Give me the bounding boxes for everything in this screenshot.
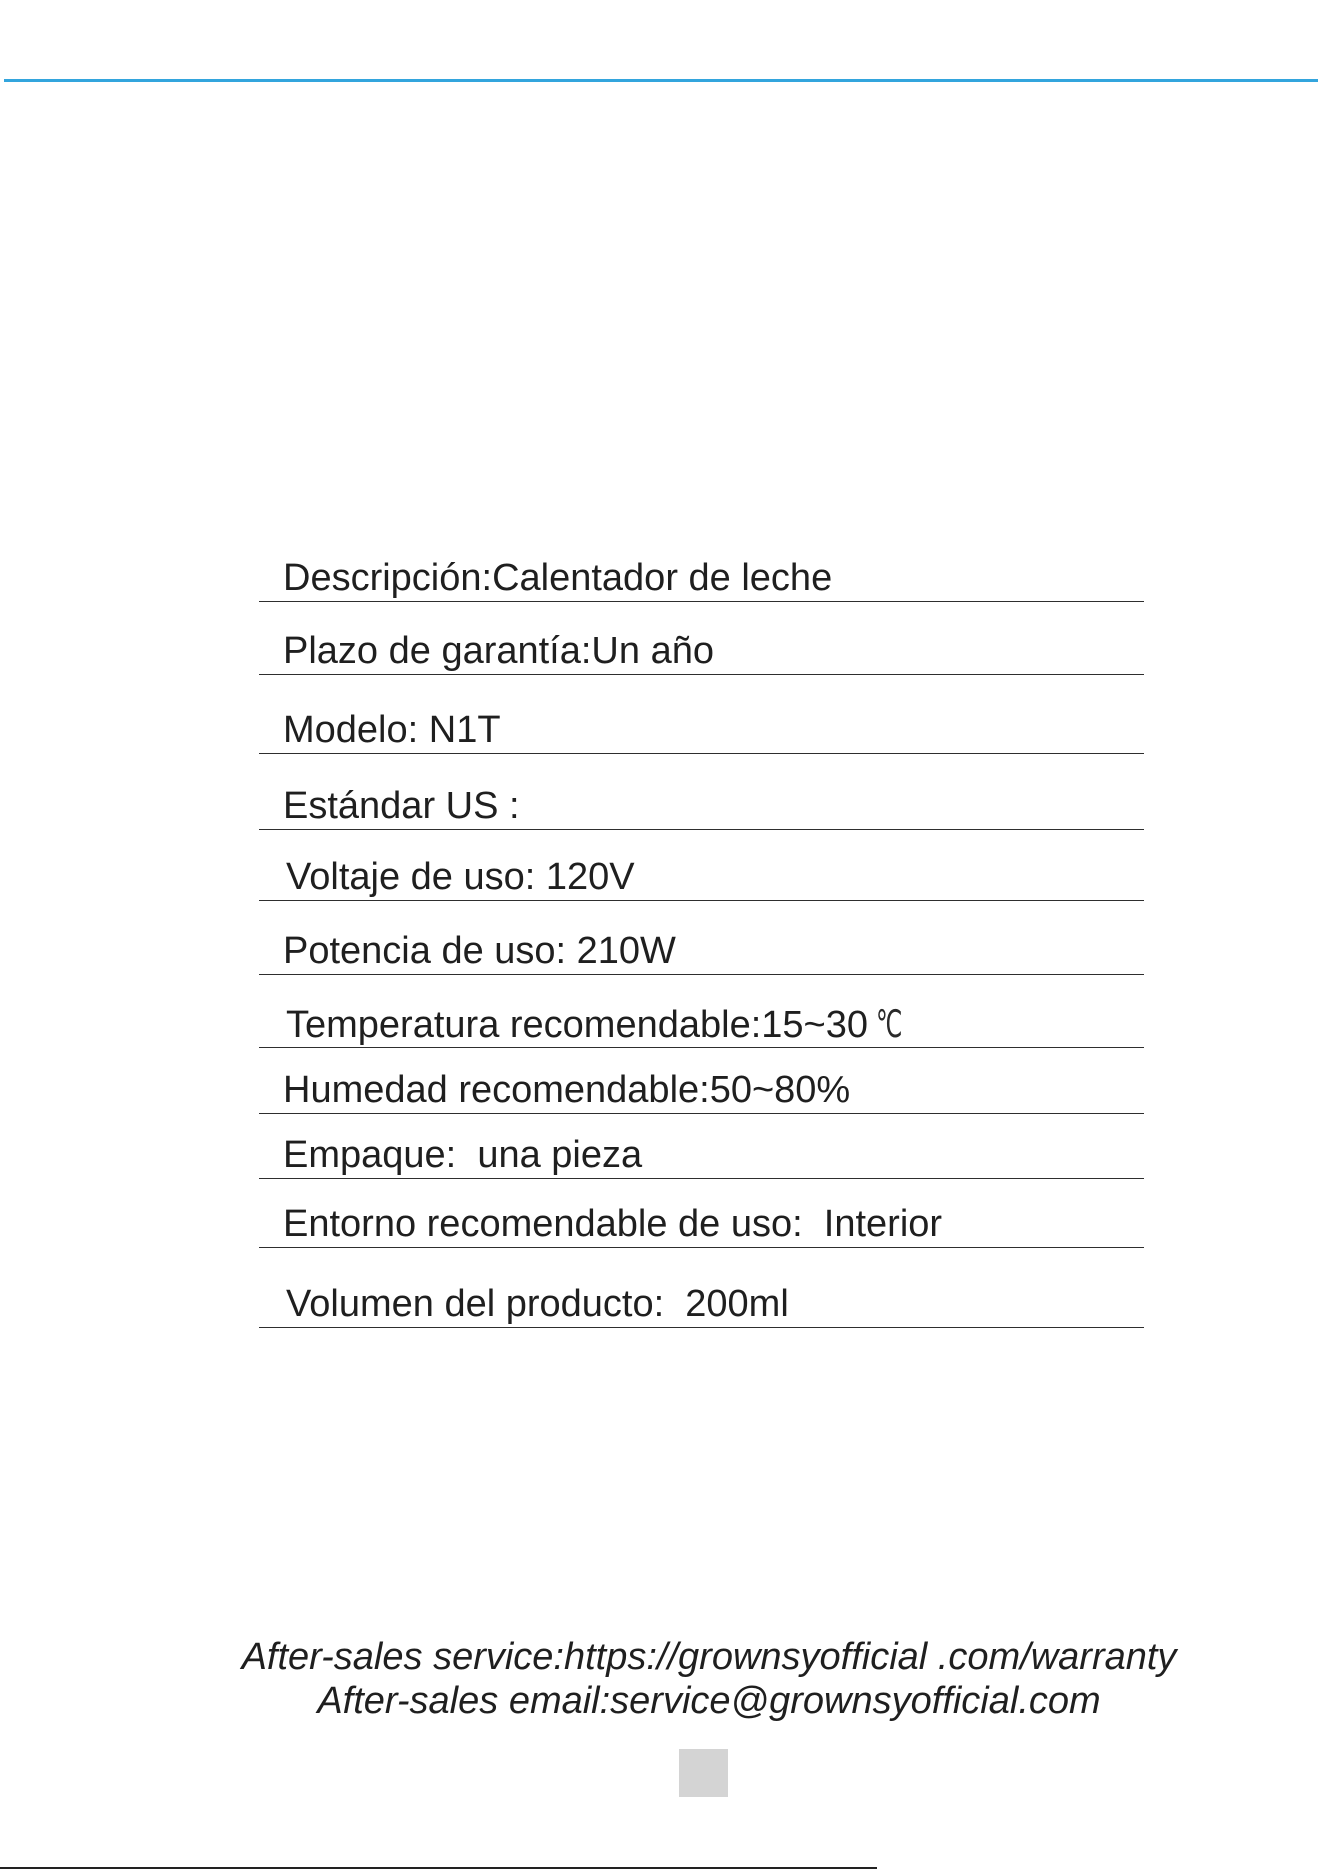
header-rule [4, 79, 1318, 82]
spec-row-text: Temperatura recomendable:15~30 [286, 1004, 868, 1046]
spec-row-text: Voltaje de uso: 120V [286, 856, 635, 898]
spec-row-volume [259, 1281, 1144, 1328]
after-sales-email-line: After-sales email:service@grownsyofficial.com [317, 1680, 1101, 1722]
spec-row-text: Entorno recomendable de uso: Interior [283, 1203, 943, 1245]
after-sales-service-line: After-sales service:https://grownsyofficial .com/warranty [241, 1636, 1177, 1678]
footer-rule [0, 1867, 877, 1869]
spec-row-voltage [259, 854, 1144, 901]
spec-row-environment [259, 1201, 1144, 1248]
spec-row-warranty [259, 628, 1144, 675]
spec-row-text: Empaque: una pieza [283, 1134, 643, 1176]
page-number-box [679, 1749, 728, 1797]
spec-row-text: Plazo de garantía:Un año [283, 630, 714, 672]
spec-row-text: Modelo: N1T [283, 709, 501, 751]
spec-row-temperature [259, 1001, 1144, 1048]
spec-row-description [259, 555, 1144, 602]
spec-row-text-group [286, 1002, 919, 1047]
spec-row-text: Estándar US : [283, 785, 520, 827]
spec-row-packaging [259, 1132, 1144, 1179]
spec-row-text: Potencia de uso: 210W [283, 930, 676, 972]
after-sales-info [209, 1635, 1209, 1723]
spec-row-power [259, 928, 1144, 975]
spec-row-text: Humedad recomendable:50~80% [283, 1069, 851, 1111]
spec-row-humidity [259, 1067, 1144, 1114]
spec-row-text: Volumen del producto: 200ml [286, 1283, 789, 1325]
spec-row-text: Descripción:Calentador de leche [283, 557, 833, 599]
spec-row-standard [259, 783, 1144, 830]
celsius-unit: ℃ [876, 1002, 903, 1046]
spec-row-model [259, 707, 1144, 754]
